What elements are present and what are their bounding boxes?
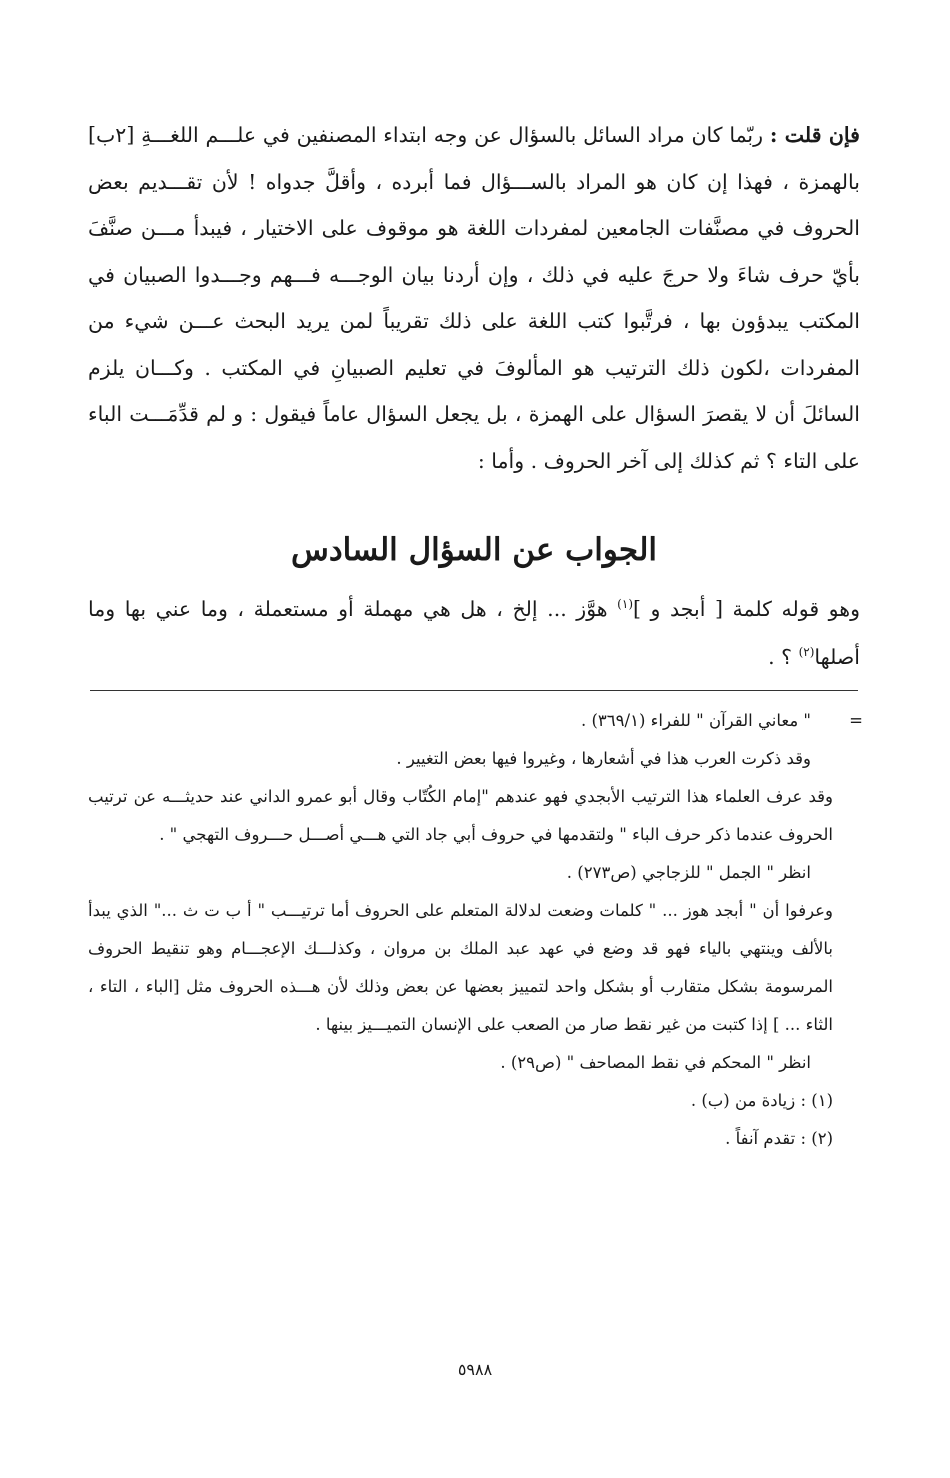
footnote-line: وقد عرف العلماء هذا الترتيب الأبجدي فهو عندهم "إمام الكُتّاب وقال أبو عمرو الداني عند حديثـــه عن ترتيب الحروف عندما ذكر حرف الباء " ولتقدمها في حروف أبي جاد التي هـــي أصـــل حـــروف التهجي " . xyxy=(88,787,833,844)
main-paragraph xyxy=(88,112,860,484)
footnote-line: انظر " الجمل " للزجاجي (ص٢٧٣) . xyxy=(566,863,811,882)
footnote-text: " معاني القرآن " للفراء (٣٦٩/١) . xyxy=(580,711,811,730)
question-text-part1: وهو قوله كلمة [ أبجد و ] xyxy=(633,597,860,621)
footnote-ref-1: (١) xyxy=(617,597,633,612)
paragraph-lead: فإن قلت : xyxy=(769,123,860,147)
question-text-part3: ؟ . xyxy=(768,645,799,669)
question-text-part2: هوَّز ... إلخ ، هل هي مهملة أو مستعملة ، وما عني بها وما أصلها xyxy=(88,597,860,669)
page-number: ٥٩٨٨ xyxy=(457,1360,493,1379)
footnote-item: (٢) : تقدم آنفاً . xyxy=(725,1129,833,1148)
paragraph-text: ربّما كان مراد السائل بالسؤال عن وجه ابتداء المصنفين في علـــم اللغـــةِ [٢ب] بالهمزة ، فهذا إن كان هو المراد بالســـؤال فما أبرده ، وأقلَّ جدواه ! لأن تقـــديم بعض الحروف في مصنَّفات الجامعين لمفردات اللغة هو موقوف على الاختيار ، فيبدأ مـــن صنَّفَ بأيّ حرف شاءَ ولا حرجَ عليه في ذلك ، وإن أردنا بيان الوجـــه فـــهم وجـــدوا الصبيان في المكتب يبدؤون بها ، فرتَّبوا كتب اللغة على ذلك تقريباً لمن يريد البحث عـــن شيء من المفردات ،لكون ذلك الترتيب هو المألوفَ في تعليم الصبيانِ في المكتب . وكـــان يلزم السائلَ أن لا يقصرَ السؤال على الهمزة ، بل يجعل السؤال عاماً فيقول : و لم قدِّمَـــت الباء على التاء ؟ ثم كذلك إلى آخر الحروف . وأما : xyxy=(88,123,860,473)
footnote-divider xyxy=(90,690,858,691)
footnote-line: وقد ذكرت العرب هذا في أشعارها ، وغيروا فيها بعض التغيير . xyxy=(396,749,811,768)
footnote-line: وعرفوا أن " أبجد هوز ... " كلمات وضعت لدلالة المتعلم على الحروف أما ترتيـــب " أ ب ت ث ..." الذي يبدأ بالألف وينتهي بالياء فهو قد وضع في عهد عبد الملك بن مروان ، وكذلـــك الإعجـــام وهو تنقيط الحروف المرسومة بشكل متقارب أو بشكل واحد لتمييز بعضها عن بعض وذلك لأن هـــذه الحروف مثل [الباء ، التاء ، الثاء ... ] إذا كتبت من غير نقط صار من الصعب على الإنسان التميـــيز بينها . xyxy=(88,901,833,1034)
footnote-line xyxy=(88,702,863,740)
footnote-item: (١) : زيادة من (ب) . xyxy=(690,1091,833,1110)
footnote-line: انظر " المحكم في نقط المصاحف " (ص٢٩) . xyxy=(500,1053,811,1072)
footnotes xyxy=(88,702,863,1158)
section-heading: الجواب عن السؤال السادس xyxy=(290,532,658,568)
footnote-ref-2: (٢) xyxy=(798,645,815,660)
continuation-mark: = xyxy=(849,711,863,730)
question-paragraph xyxy=(88,585,860,681)
